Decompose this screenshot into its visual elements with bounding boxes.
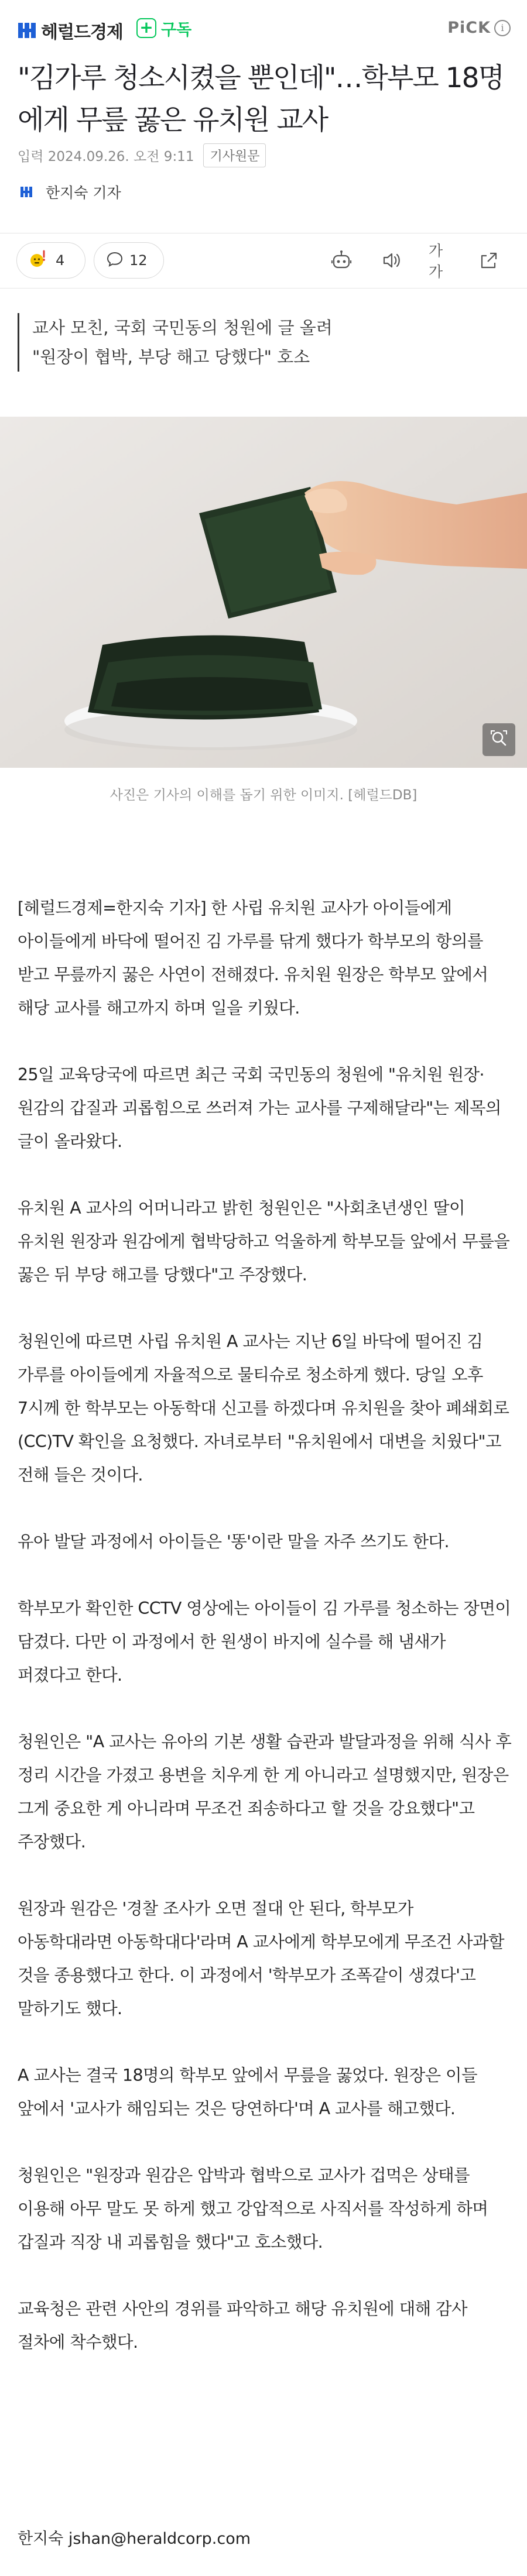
reaction-emoji-icon bbox=[29, 249, 50, 272]
author-name: 한지숙 기자 bbox=[46, 184, 121, 201]
article-paragraph: 학부모가 확인한 CCTV 영상에는 아이들이 김 가루를 청소하는 장면이 담겼다. 다만 이 과정에서 한 원생이 바지에 실수를 해 냄새가 퍼졌다고 한다. bbox=[18, 1599, 511, 1685]
font-size-label: 가가 bbox=[429, 242, 443, 280]
article-meta bbox=[18, 143, 266, 167]
herald-logo-icon bbox=[16, 20, 37, 41]
article-paragraph: 교육청은 관련 사안의 경위를 파악하고 해당 유치원에 대해 감사 절차에 착수했다. bbox=[18, 2299, 467, 2352]
reporter-byline: 한지숙 jshan@heraldcorp.com bbox=[18, 2530, 251, 2548]
article-headline: "김가루 청소시켰을 뿐인데"…학부모 18명에게 무릎 꿇은 유치원 교사 bbox=[18, 62, 504, 136]
pick-badge[interactable] bbox=[447, 19, 511, 37]
original-article-link[interactable]: 기사원문 bbox=[203, 143, 266, 167]
article-body bbox=[18, 891, 512, 2392]
article-author[interactable] bbox=[18, 181, 121, 202]
publish-date: 입력 2024.09.26. 오전 9:11 bbox=[18, 149, 194, 164]
press-icon bbox=[18, 183, 35, 201]
zoom-button[interactable] bbox=[482, 723, 515, 756]
share-icon[interactable] bbox=[475, 247, 502, 274]
comment-button[interactable] bbox=[94, 242, 164, 279]
reaction-count: 4 bbox=[56, 252, 65, 269]
article-paragraph: 청원인은 "A 교사는 유아의 기본 생활 습관과 발달과정을 위해 식사 후 정리 시간을 가졌고 용변을 치우게 한 게 아니라고 설명했지만, 원장은 그게 중요한 게 아니라며 무조건 죄송하다고 할 것을 강요했다"고 주장했다. bbox=[18, 1732, 512, 1852]
summary-line: "원장이 협박, 부당 해고 당했다" 호소 bbox=[32, 347, 310, 367]
press-brand[interactable] bbox=[16, 18, 123, 43]
font-size-button[interactable] bbox=[429, 242, 456, 280]
article-summary bbox=[18, 313, 509, 372]
article-paragraph: 청원인은 "원장과 원감은 압박과 협박으로 교사가 겁먹은 상태를 이용해 아무 말도 못 하게 했고 강압적으로 사직서를 작성하게 하며 갑질과 직장 내 괴롭힘을 했다"고 호소했다. bbox=[18, 2166, 488, 2252]
brand-name: 헤럴드경제 bbox=[41, 22, 123, 43]
plus-icon: + bbox=[136, 18, 156, 38]
article-paragraph: 유치원 A 교사의 어머니라고 밝힌 청원인은 "사회초년생인 딸이 유치원 원장과 원감에게 협박당하고 억울하게 학부모들 앞에서 무릎을 꿇은 뒤 부당 해고를 당했다"고 주장했다. bbox=[18, 1198, 510, 1284]
robot-summary-icon[interactable] bbox=[328, 247, 355, 274]
comment-count: 12 bbox=[129, 252, 148, 269]
article-paragraph: 원장과 원감은 '경찰 조사가 오면 절대 안 된다, 학부모가 아동학대라면 아동학대다'라며 A 교사에게 학부모에게 무조건 사과할 것을 종용했다고 한다. 이 과정에서 '학부모가 조폭같이 생겼다'고 말하기도 했다. bbox=[18, 1899, 504, 2018]
magnifier-icon bbox=[490, 729, 508, 750]
info-icon[interactable]: i bbox=[494, 20, 511, 36]
article-paragraph: [헤럴드경제=한지숙 기자] 한 사립 유치원 교사가 아이들에게 아이들에게 바닥에 떨어진 김 가루를 닦게 했다가 학부모의 항의를 받고 무릎까지 꿇은 사연이 전해졌다. 유치원 원장은 학부모 앞에서 해당 교사를 해고까지 하며 일을 키웠다. bbox=[18, 898, 488, 1018]
article-paragraph: 25일 교육당국에 따르면 최근 국회 국민동의 청원에 "유치원 원장·원감의 갑질과 괴롭힘으로 쓰러져 가는 교사를 구제해달라"는 제목의 글이 올라왔다. bbox=[18, 1065, 501, 1151]
subscribe-label: 구독 bbox=[161, 20, 192, 39]
top-bar bbox=[0, 0, 527, 59]
article-toolbar bbox=[0, 234, 527, 287]
seaweed-photo-image bbox=[0, 417, 527, 768]
subscribe-button[interactable] bbox=[136, 16, 191, 40]
summary-line: 교사 모친, 국회 국민동의 청원에 글 올려 bbox=[32, 318, 333, 338]
photo-caption: 사진은 기사의 이해를 돕기 위한 이미지. [헤럴드DB] bbox=[109, 788, 418, 803]
comment-icon bbox=[106, 250, 124, 270]
article-photo[interactable] bbox=[0, 417, 527, 768]
article-paragraph: A 교사는 결국 18명의 학부모 앞에서 무릎을 꿇었다. 원장은 이들 앞에서 '교사가 해임되는 것은 당연하다'며 A 교사를 해고했다. bbox=[18, 2066, 477, 2118]
article-paragraph: 유아 발달 과정에서 아이들은 '똥'이란 말을 자주 쓰기도 한다. bbox=[18, 1532, 449, 1551]
pick-label: PiCK bbox=[447, 19, 491, 37]
speaker-icon[interactable] bbox=[378, 247, 405, 274]
reaction-button[interactable] bbox=[16, 242, 85, 279]
article-paragraph: 청원인에 따르면 사립 유치원 A 교사는 지난 6일 바닥에 떨어진 김 가루를 아이들에게 자율적으로 물티슈로 청소하게 했다. 당일 오후 7시께 한 학부모는 아동학대 신고를 하겠다며 유치원을 찾아 폐쇄회로(CC)TV 확인을 요청했다. 자녀로부터 "유치원에서 대변을 치웠다"고 전해 들은 것이다. bbox=[18, 1332, 509, 1485]
